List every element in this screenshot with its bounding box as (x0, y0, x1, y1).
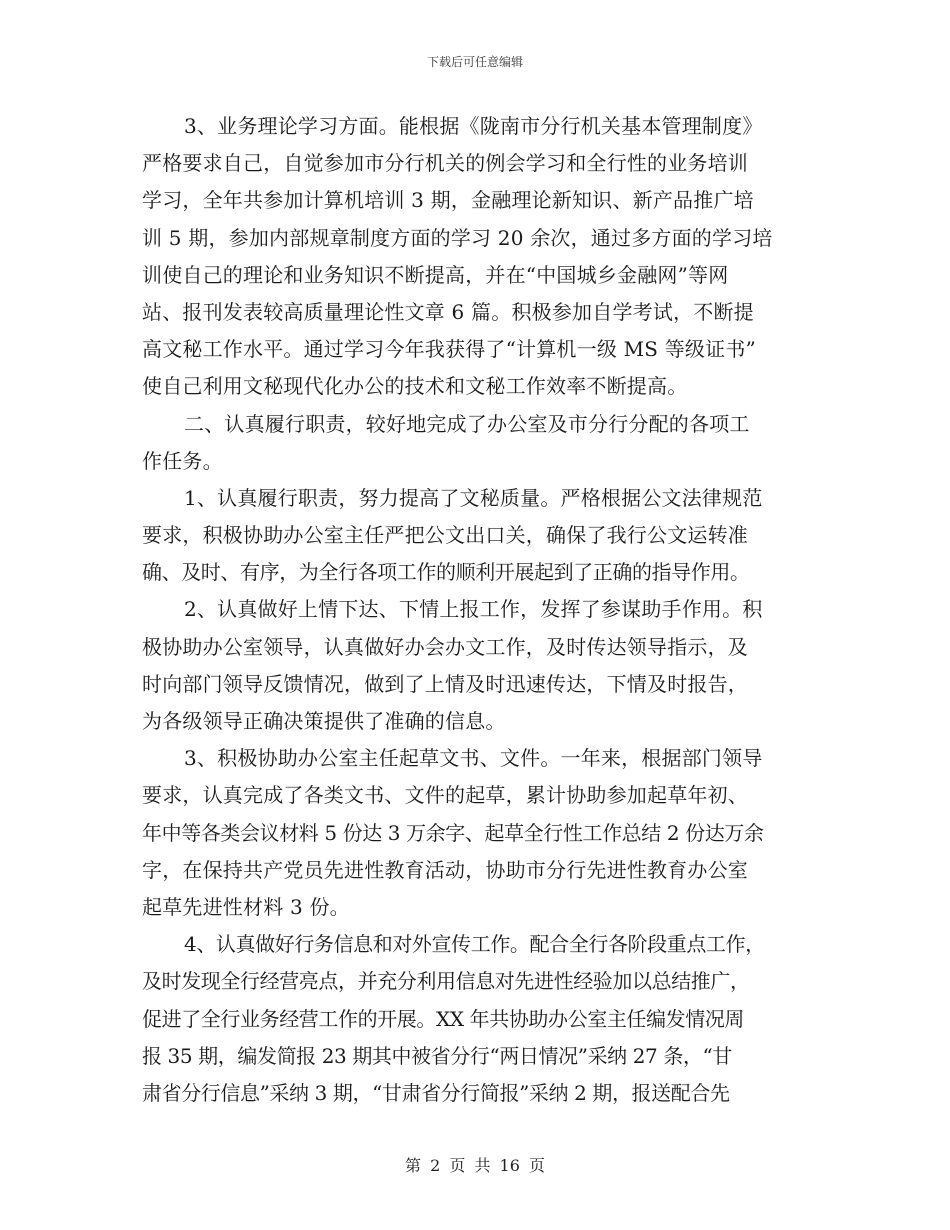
paragraph-line: 3、积极协助办公室主任起草文书、文件。一年来，根据部门领导 (184, 746, 763, 771)
paragraph-line: 训 5 期，参加内部规章制度方面的学习 20 余次，通过多方面的学习培 (142, 225, 773, 250)
paragraph-line: 极协助办公室领导，认真做好办会办文工作，及时传达领导指示，及 (142, 634, 748, 659)
page-header-note: 下载后可任意编辑 (426, 55, 523, 69)
paragraph-line: 为各级领导正确决策提供了准确的信息。 (142, 709, 506, 733)
paragraph-line: 作任务。 (142, 448, 223, 473)
paragraph-line: 4、认真做好行务信息和对外宣传工作。配合全行各阶段重点工作， (184, 932, 765, 957)
paragraph-line: 1、认真履行职责，努力提高了文秘质量。严格根据公文法律规范 (184, 485, 763, 510)
paragraph-line: 起草先进性材料 3 份。 (142, 894, 350, 919)
page-number-footer: 第 2 页 共 16 页 (405, 1156, 545, 1175)
paragraph-line: 年中等各类会议材料 5 份达 3 万余字、起草全行性工作总结 2 份达万余 (142, 820, 764, 845)
document-body (142, 108, 822, 1112)
paragraph-line: 要求，积极协助办公室主任严把公文出口关，确保了我行公文运转准 (142, 523, 748, 548)
paragraph-line: 站、报刊发表较高质量理论性文章 6 篇。积极参加自学考试，不断提 (142, 299, 754, 324)
paragraph-line: 确、及时、有序，为全行各项工作的顺利开展起到了正确的指导作用。 (142, 560, 750, 585)
paragraph-line: 肃省分行信息”采纳 3 期，“甘肃省分行简报”采纳 2 期，报送配合先 (142, 1080, 730, 1105)
paragraph-line: 2、认真做好上情下达、下情上报工作，发挥了参谋助手作用。积 (184, 597, 763, 622)
paragraph-line: 时向部门领导反馈情况，做到了上情及时迅速传达，下情及时报告， (142, 671, 748, 696)
paragraph-line: 训使自己的理论和业务知识不断提高，并在“中国城乡金融网”等网 (142, 262, 729, 287)
paragraph-line: 二、认真履行职责，较好地完成了办公室及市分行分配的各项工 (184, 411, 750, 436)
paragraph-line: 要求，认真完成了各类文书、文件的起草，累计协助参加起草年初、 (142, 783, 748, 808)
paragraph-line: 严格要求自己，自觉参加市分行机关的例会学习和全行性的业务培训 (142, 151, 748, 176)
paragraph-line: 高文秘工作水平。通过学习今年我获得了“计算机一级 MS 等级证书” (142, 337, 756, 362)
paragraph-line: 报 35 期，编发简报 23 期其中被省分行“两日情况”采纳 27 条，“甘 (142, 1043, 732, 1068)
paragraph-line: 字，在保持共产党员先进性教育活动，协助市分行先进性教育办公室 (142, 857, 748, 882)
paragraph-line: 使自己利用文秘现代化办公的技术和文秘工作效率不断提高。 (142, 374, 688, 399)
paragraph-line: 3、业务理论学习方面。能根据《陇南市分行机关基本管理制度》 (184, 114, 763, 138)
paragraph-line: 学习，全年共参加计算机培训 3 期，金融理论新知识、新产品推广培 (142, 188, 754, 213)
paragraph-line: 及时发现全行经营亮点，并充分利用信息对先进性经验加以总结推广， (142, 969, 750, 994)
paragraph-line: 促进了全行业务经营工作的开展。XX 年共协助办公室主任编发情况周 (142, 1006, 745, 1031)
